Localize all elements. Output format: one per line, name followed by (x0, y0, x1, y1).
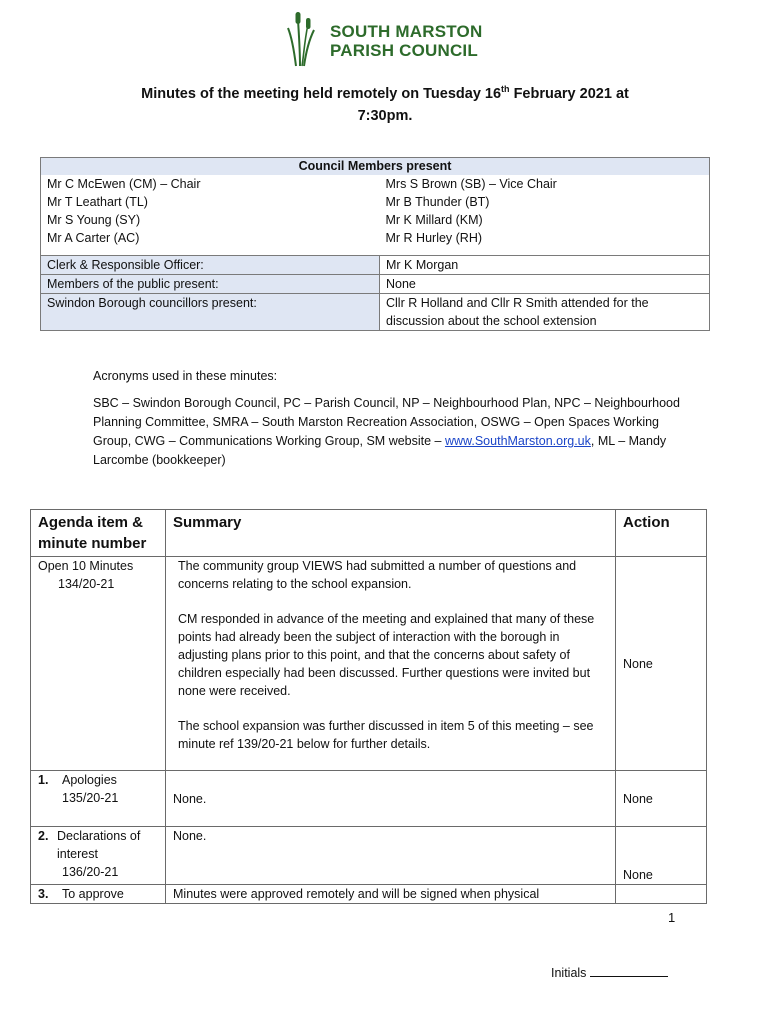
org-name (330, 22, 482, 60)
item-number: 2. (38, 829, 49, 843)
action-cell: None (616, 557, 707, 771)
member-name: Mr R Hurley (RH) (385, 231, 483, 245)
acronyms-list-end: , ML – Mandy Larcombe (bookkeeper) (93, 434, 667, 467)
summary-paragraph: The community group VIEWS had submitted a number of questions and concerns relating to the school expansion. (178, 559, 577, 591)
agenda-item-label: Declarations of interest (56, 829, 141, 861)
agenda-header-row (31, 510, 707, 557)
table-row (31, 827, 707, 885)
summary-paragraph: The school expansion was further discussed in item 5 of this meeting – see minute ref 139/20-21 below for further details. (178, 719, 594, 751)
org-name-line2: PARISH COUNCIL (330, 41, 478, 60)
member-name: Mrs S Brown (SB) – Vice Chair (385, 177, 557, 191)
public-value: None (380, 275, 710, 294)
table-row (31, 557, 707, 771)
initials-label: Initials (551, 966, 587, 980)
summary-cell: Minutes were approved remotely and will be signed when physical (166, 885, 616, 904)
header-item: Agenda item & minute number (31, 510, 166, 557)
title-part2: February 2021 at (509, 85, 629, 102)
public-label: Members of the public present: (41, 275, 380, 294)
summary-cell: None. (166, 827, 616, 885)
minute-ref: 136/20-21 (62, 865, 119, 879)
agenda-item-cell (31, 771, 166, 827)
item-number: 3. (38, 887, 49, 901)
bulrush-logo-icon (284, 10, 324, 68)
members-left-list (41, 175, 380, 256)
page-number: 1 (668, 910, 676, 925)
initials-line (590, 964, 668, 977)
officer-value: Mr K Morgan (380, 256, 710, 275)
borough-label: Swindon Borough councillors present: (41, 294, 380, 331)
council-logo (284, 10, 504, 70)
member-name: Mr S Young (SY) (47, 213, 141, 227)
action-cell (616, 885, 707, 904)
initials-field (551, 964, 668, 980)
acronyms-section (93, 367, 693, 478)
borough-value: Cllr R Holland and Cllr R Smith attended for the discussion about the school extension (380, 294, 710, 331)
summary-paragraph: CM responded in advance of the meeting and explained that many of these points had already been the subject of interaction with the borough in adjusting plans prior to this point, and that the concerns about safety of children especially had been discussed. Further questions were invited but none were received. (178, 612, 595, 698)
member-name: Mr C McEwen (CM) – Chair (47, 177, 201, 191)
title-line2: 7:30pm. (357, 107, 413, 124)
item-number: 1. (38, 773, 49, 787)
member-name: Mr B Thunder (BT) (385, 195, 490, 209)
table-row (31, 885, 707, 904)
acronyms-list: SBC – Swindon Borough Council, PC – Parish Council, NP – Neighbourhood Plan, NPC – Neighbourhood Planning Committee, SMRA – South Marston Recreation Association, OSWG – Open Spaces Working Group, CWG – Communications Working Group, SM website – (93, 396, 680, 448)
agenda-item-label: To approve (62, 887, 124, 901)
agenda-item-label: Apologies (62, 773, 117, 787)
action-cell: None (616, 771, 707, 827)
page-title (60, 78, 710, 127)
agenda-item-label: Open 10 Minutes (38, 559, 134, 573)
member-name: Mr T Leathart (TL) (47, 195, 148, 209)
agenda-item-cell (31, 827, 166, 885)
header-summary: Summary (166, 510, 616, 557)
officer-row (41, 256, 710, 275)
table-row (31, 771, 707, 827)
acronyms-text (93, 394, 693, 470)
org-name-line1: SOUTH MARSTON (330, 22, 483, 41)
member-name: Mr K Millard (KM) (385, 213, 483, 227)
title-part1: Minutes of the meeting held remotely on Tuesday 16 (141, 85, 502, 102)
action-cell: None (616, 827, 707, 885)
members-right-list (380, 175, 710, 256)
officer-label: Clerk & Responsible Officer: (41, 256, 380, 275)
members-table (40, 157, 710, 331)
member-name: Mr A Carter (AC) (47, 231, 140, 245)
members-heading: Council Members present (41, 158, 710, 176)
title-sup: th (501, 84, 510, 94)
agenda-item-cell (31, 885, 166, 904)
public-row (41, 275, 710, 294)
acronyms-intro: Acronyms used in these minutes: (93, 369, 278, 383)
website-link[interactable]: www.SouthMarston.org.uk (444, 434, 591, 448)
agenda-table (30, 509, 707, 904)
header-action: Action (616, 510, 707, 557)
summary-cell (166, 557, 616, 771)
minute-ref: 135/20-21 (62, 791, 119, 805)
borough-row (41, 294, 710, 331)
minute-ref: 134/20-21 (58, 577, 115, 591)
summary-cell: None. (166, 771, 616, 827)
agenda-item-cell (31, 557, 166, 771)
